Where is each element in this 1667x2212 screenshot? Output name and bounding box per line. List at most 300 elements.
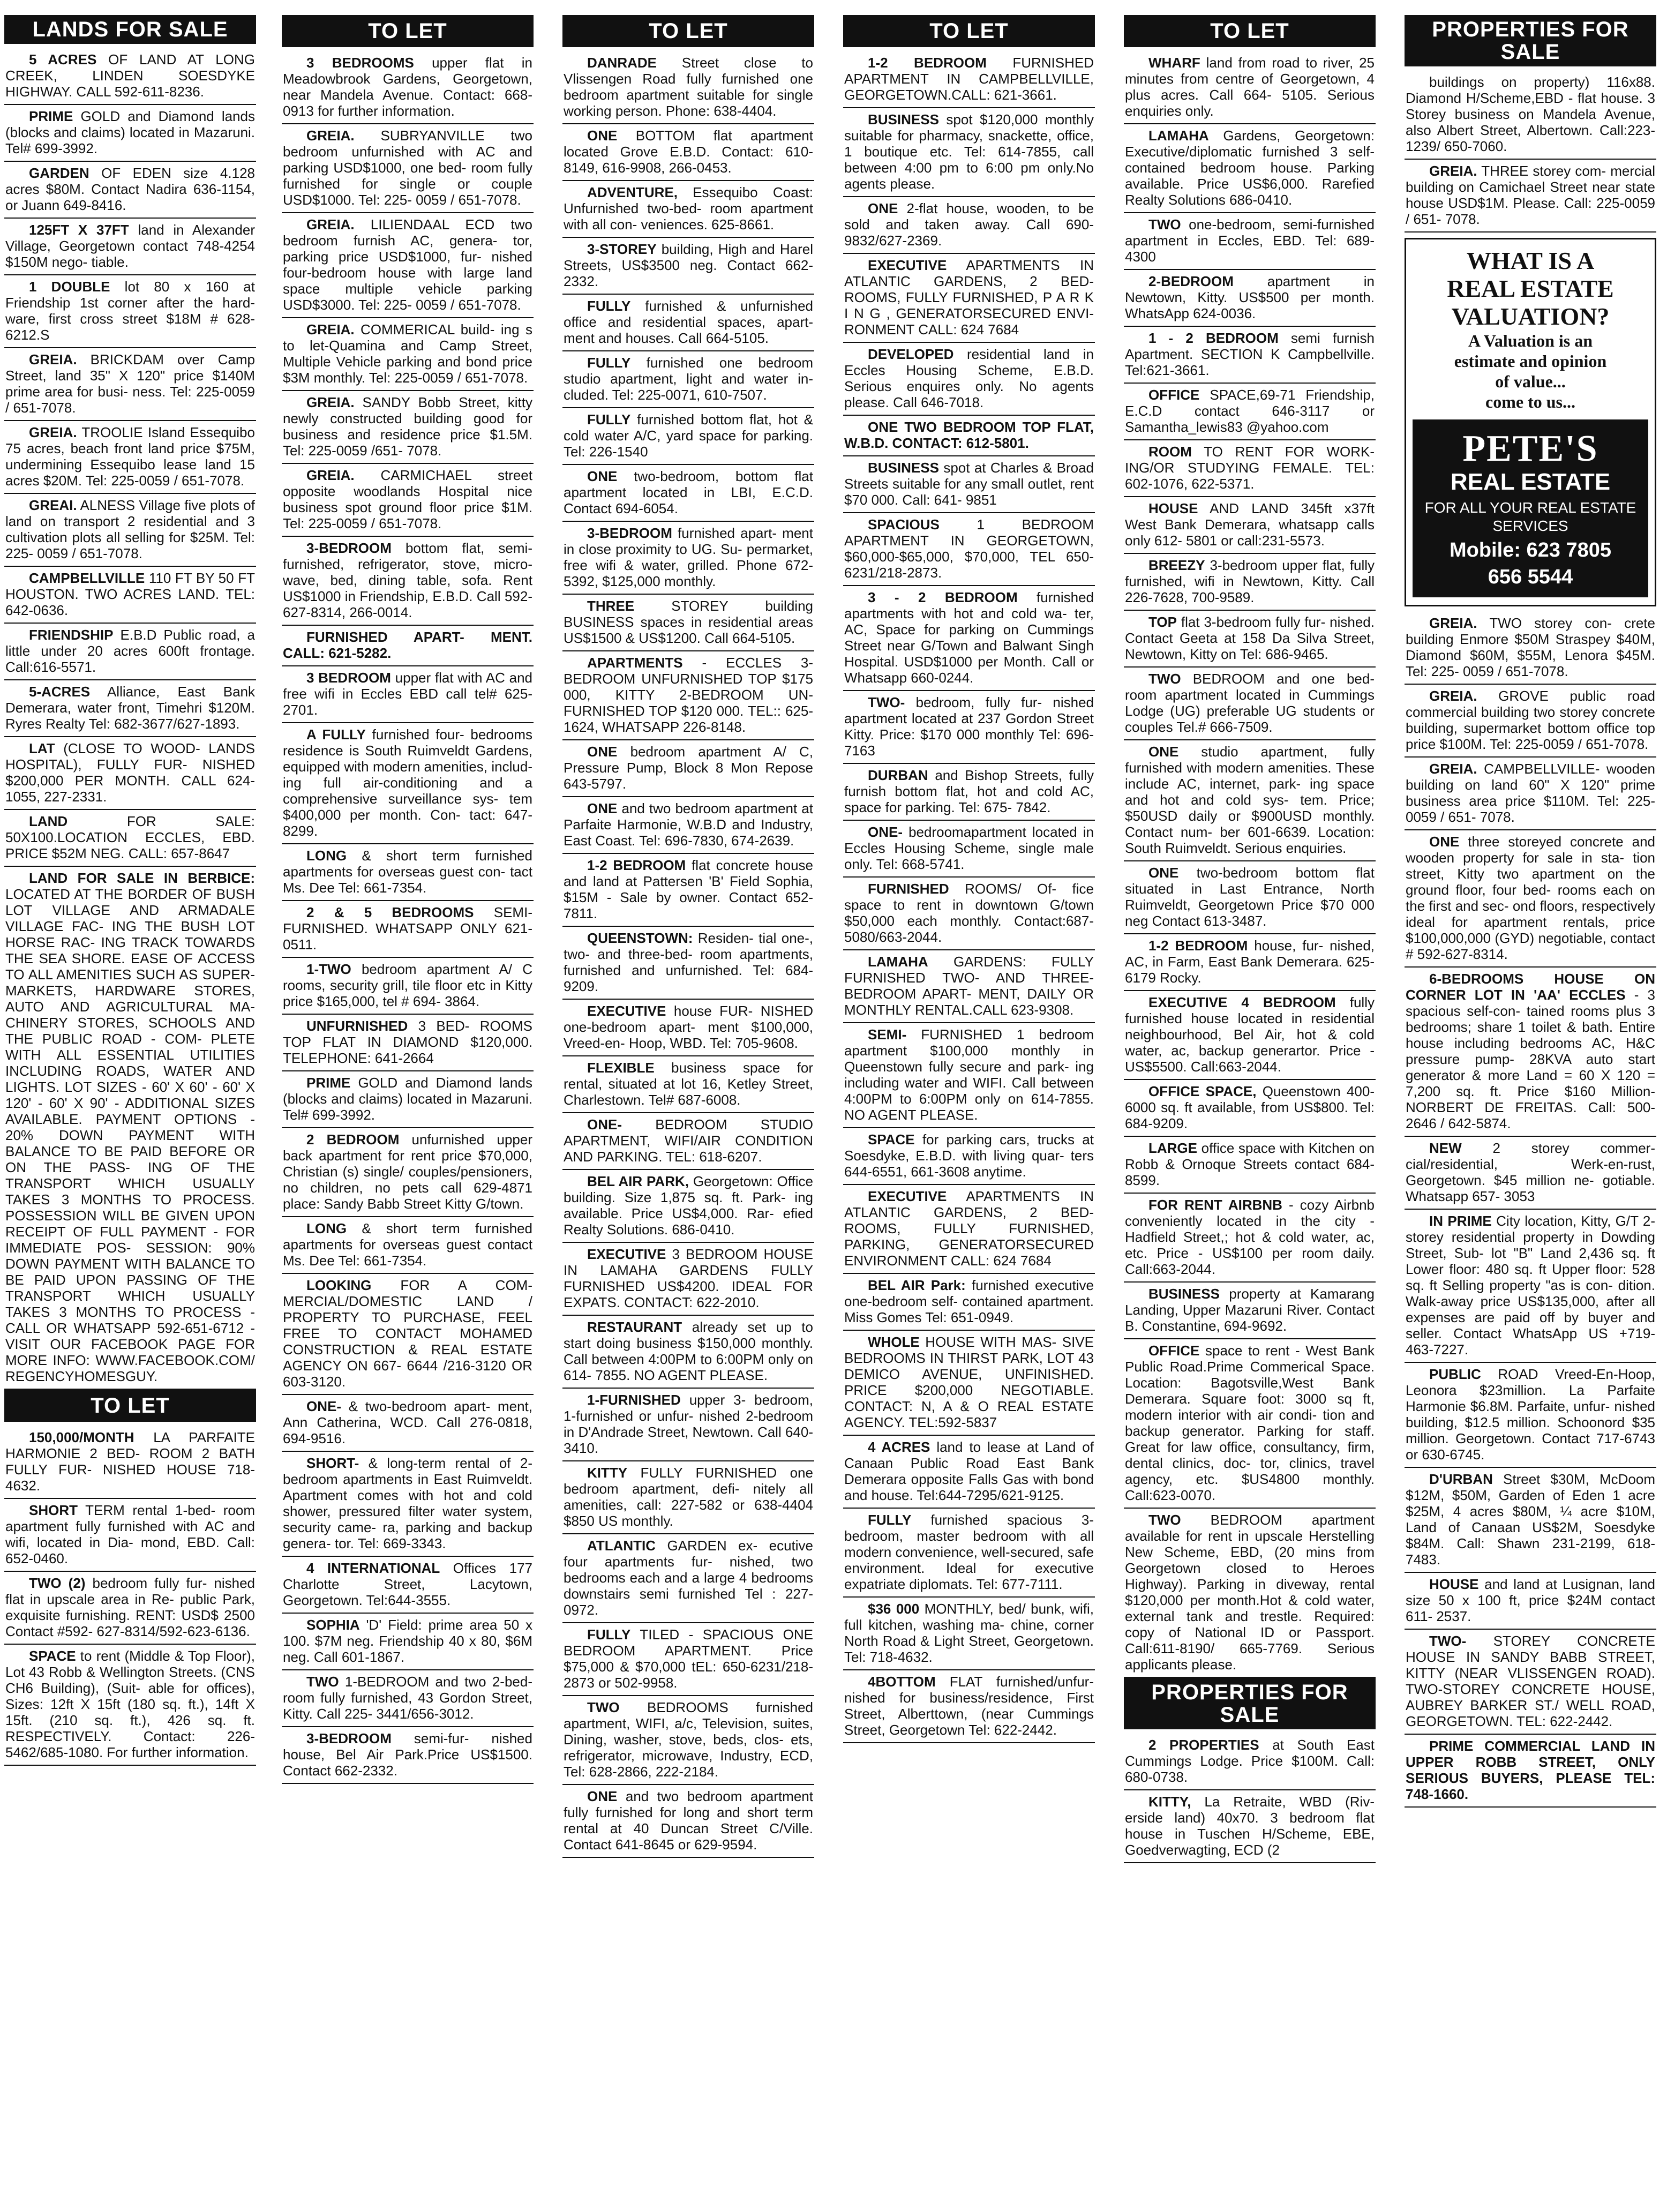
classified-ad bbox=[1124, 740, 1376, 861]
ad-lead: TWO bbox=[1148, 1512, 1181, 1528]
ad-lead: FULLY bbox=[868, 1512, 912, 1528]
column-2 bbox=[282, 15, 534, 2204]
ad-lead: FRIENDSHIP bbox=[29, 627, 114, 643]
ad-lead: SEMI- bbox=[868, 1026, 907, 1043]
classified-ad bbox=[282, 1015, 534, 1071]
ad-lead: 2-BEDROOM bbox=[1148, 273, 1234, 289]
ad-text: FURNISHED 1 bedroom apartment $100,000 monthly in Queenstown fully secure and park- ing including water and WIFI. Call between 4:00PM to 6:00PM only on 614-7855. NO AGENT PLEASE. bbox=[844, 1026, 1094, 1123]
ad-text: GARDENS: FULLY FURNISHED TWO- AND THREE-BEDROOM APART- MENT, DAILY OR MONTHLY RENTAL.CALL 623-9308. bbox=[844, 954, 1094, 1018]
ad-lead: 1-FURNISHED bbox=[587, 1392, 681, 1408]
classified-ad bbox=[282, 537, 534, 626]
ad-lead: GREIA. bbox=[306, 467, 355, 483]
ad-text: already set up to start doing business $150,000 monthly. Call between 4:00PM to 6:00PM only on 614- 7855. NO AGENT PLEASE. bbox=[564, 1319, 813, 1383]
classified-ad bbox=[843, 1331, 1095, 1436]
ad-text: HOUSE WITH MAS- SIVE BEDROOMS IN THIRST PARK, LOT 43 DEMICO AVENUE, UNFINISHED. PRICE $200,000 NEGOTIABLE. CONTACT: N, A & O REAL ESTATE AGENCY. TEL:592-5837 bbox=[844, 1334, 1094, 1430]
ad-text: & short term furnished apartments for overseas guest contact Ms. Dee Tel: 661-7354. bbox=[283, 1220, 532, 1269]
ad-text: TROOLIE Island Essequibo 75 acres, beach front land price $75M, undermining Essequibo lease land 15 acres $20M. Tel: 225-0059 / 651-7078. bbox=[5, 424, 255, 489]
ad-lead: ONE bbox=[868, 200, 898, 216]
ad-text: upper flat in Meadowbrook Gardens, Georgetown, near Mandela Avenue. Contact: 668-0913 for further information. bbox=[283, 55, 532, 119]
ad-text: fully furnished house located in residential neighbourhood, Bel Air, hot & cold water, ac, backup generartor. Price - US$5500. Call:663-2044. bbox=[1125, 994, 1375, 1075]
ad-lead: 3-BEDROOM bbox=[306, 540, 392, 556]
classified-ad bbox=[4, 1645, 256, 1766]
ad-lead: QUEENSTOWN: bbox=[587, 930, 693, 946]
ad-lead: 150,000/MONTH bbox=[29, 1429, 134, 1445]
ad-text: land in Alexander Village, Georgetown contact 748-4254 $150M nego- tiable. bbox=[5, 222, 255, 270]
classified-ad bbox=[562, 797, 814, 854]
ad-lead: SPACE bbox=[868, 1131, 915, 1148]
classified-ad bbox=[562, 1389, 814, 1461]
ad-lead: RESTAURANT bbox=[587, 1319, 682, 1335]
ad-text: apartment in Newtown, Kitty. US$500 per month. WhatsApp 624-0036. bbox=[1125, 273, 1375, 321]
ad-lead: FULLY bbox=[587, 355, 631, 371]
section-header: PROPERTIES FOR SALE bbox=[1405, 15, 1656, 66]
ad-lead: BEL AIR PARK, bbox=[587, 1173, 689, 1189]
classified-ad bbox=[282, 1670, 534, 1727]
classified-ad bbox=[1124, 327, 1376, 384]
ad-text: - 3 spacious self-con- tained rooms plus 3 bedrooms; share 1 toilet & bath. Entire house including bedrooms AC, H&C pressure pump- 28KVA auto start generator & more Land = 60 X 120 = 7,200 sq. ft. Price $160 Million- NORBERT DE FREITAS. Call: 500-2646 / 642-5874. bbox=[1406, 987, 1655, 1131]
logo-mobile2: 656 5544 bbox=[1488, 566, 1573, 588]
classified-ad bbox=[282, 626, 534, 666]
classified-ad bbox=[1124, 1509, 1376, 1678]
ad-text: semi furnish Apartment. SECTION K Campbellville. Tel:621-3661. bbox=[1125, 330, 1375, 378]
ad-text: BOTTOM flat apartment located Grove E.B.D. Contact: 610- 8149, 616-9908, 266-0453. bbox=[564, 128, 813, 176]
classified-ad bbox=[4, 867, 256, 1390]
ad-text: & short term furnished apartments for overseas guest con- tact Ms. Dee Tel: 661-7354. bbox=[283, 848, 532, 896]
ad-text: 3 BED- ROOMS TOP FLAT IN DIAMOND $120,000. TELEPHONE: 641-2664 bbox=[283, 1018, 532, 1066]
ad-text: MONTHLY, bed/ bunk, wifi, full kitchen, washing ma- chine, corner North Road & Light Street, Georgetown. Tel: 718-4632. bbox=[844, 1601, 1094, 1665]
ad-text: bedroomapartment located in Eccles Housing Scheme, single male only. Tel: 668-5741. bbox=[844, 824, 1094, 872]
ad-lead: ONE bbox=[587, 128, 618, 144]
ad-text: STOREY building BUSINESS spaces in residential areas US$1500 & US$1200. Call 664-5105. bbox=[564, 598, 813, 646]
classified-ad bbox=[562, 51, 814, 124]
ad-lead: PRIME COMMERCIAL LAND IN UPPER ROBB STREET, ONLY SERIOUS BUYERS, PLEASE TEL: 748-1660. bbox=[1406, 1738, 1655, 1802]
classified-ad bbox=[843, 108, 1095, 197]
ad-lead: ATLANTIC bbox=[587, 1538, 656, 1554]
classified-ad bbox=[562, 1623, 814, 1696]
classified-ad bbox=[1124, 124, 1376, 213]
ad-lead: SOPHIA bbox=[306, 1617, 360, 1633]
ad-lead: EXECUTIVE bbox=[587, 1003, 666, 1019]
ad-lead: SPACIOUS bbox=[868, 516, 940, 533]
ad-lead: 3-BEDROOM bbox=[306, 1730, 392, 1746]
classified-ad bbox=[4, 737, 256, 810]
ad-text: CAMPBELLVILLE- wooden building on land 60" X 120" prime business area price $110M. Tel: 225-0059 / 651- 7078. bbox=[1406, 761, 1655, 825]
section-header: TO LET bbox=[282, 15, 534, 47]
ad-lead: LARGE bbox=[1148, 1140, 1197, 1156]
classified-ad bbox=[1405, 1210, 1656, 1363]
classified-ad bbox=[4, 680, 256, 737]
ad-text: bedroom apartment A/ C, Pressure Pump, Block 8 Mon Repose 643-5797. bbox=[564, 744, 813, 792]
classified-ad bbox=[843, 1185, 1095, 1274]
classified-ad bbox=[282, 1128, 534, 1217]
ad-lead: TWO bbox=[1148, 216, 1181, 233]
classified-ad bbox=[1405, 758, 1656, 830]
ad-lead: 1-2 BEDROOM bbox=[868, 55, 987, 71]
classified-ad bbox=[562, 1243, 814, 1316]
ad-text: 110 FT BY 50 FT HOUSTON. TWO ACRES LAND. TEL: 642-0636. bbox=[5, 570, 255, 618]
classified-ad bbox=[1124, 440, 1376, 497]
ad-lead: GREIA. bbox=[29, 351, 77, 368]
ad-text: furnished & unfurnished office and residential spaces, apart- ment and houses. Call 664-5105. bbox=[564, 298, 813, 346]
promo-line: come to us... bbox=[1485, 392, 1575, 411]
ad-lead: ONE TWO BEDROOM TOP FLAT, W.B.D. CONTACT: 612-5801. bbox=[844, 419, 1094, 451]
classified-ad bbox=[282, 723, 534, 844]
ad-lead: ONE bbox=[587, 468, 618, 484]
ad-lead: GARDEN bbox=[29, 165, 89, 181]
classified-ad bbox=[4, 1499, 256, 1572]
ad-lead: TWO- bbox=[1429, 1633, 1467, 1649]
ad-text: space to rent - West Bank Public Road.Prime Commerical Space. Location: Bagotsville,West Bank Demerara. Square foot: 3000 sq ft, modern interior with air condi- tion and backup generator. Parking for staff. Great for law office, consultancy, firm, dental clinics, doc- tor, clinics, travel agency, etc. $US4800 monthly. Call:623-0070. bbox=[1125, 1343, 1375, 1503]
classified-ad bbox=[562, 740, 814, 797]
ad-text: one-bedroom, semi-furnished apartment in Eccles, EBD. Tel: 689-4300 bbox=[1125, 216, 1375, 265]
ad-lead: GREIA. bbox=[1429, 688, 1477, 704]
classified-ad bbox=[4, 494, 256, 567]
classified-ad bbox=[1124, 51, 1376, 124]
ad-text: lot 80 x 160 at Friendship 1st corner after the hard- ware, first cross street $18M # 628- 6212.S bbox=[5, 279, 255, 343]
promo-line: VALUATION? bbox=[1451, 303, 1610, 330]
ad-text: and two bedroom apartment at Parfaite Harmonie, W.B.D and Industry, East Coast. Tel: 696-7830, 674-2639. bbox=[564, 800, 813, 849]
ad-text: SANDY Bobb Street, kitty newly constructed building good for business and residence price $1.5M. Tel: 225-0059 /651- 7078. bbox=[283, 394, 532, 459]
classified-ad bbox=[1405, 830, 1656, 968]
ad-lead: TWO bbox=[1148, 671, 1181, 687]
classified-ad bbox=[1124, 1137, 1376, 1194]
ad-text: furnished bottom flat, hot & cold water A/C, yard space for parking. Tel: 226-1540 bbox=[564, 411, 813, 460]
ad-lead: ONE bbox=[1429, 834, 1460, 850]
ad-text: E.B.D Public road, a little under 20 acres 600ft frontage. Call:616-5571. bbox=[5, 627, 255, 675]
classified-ad bbox=[843, 764, 1095, 821]
ad-lead: GREIA. bbox=[306, 394, 355, 410]
classified-ad bbox=[562, 124, 814, 181]
classified-ad bbox=[843, 513, 1095, 586]
ad-lead: LAND FOR SALE IN BERBICE: bbox=[29, 870, 255, 886]
column-3 bbox=[562, 15, 814, 2204]
classified-ad bbox=[1405, 1735, 1656, 1808]
ad-text: house FUR- NISHED one-bedroom apart- ment $100,000, Vreed-en- Hoop, WBD. Tel: 705-9608. bbox=[564, 1003, 813, 1051]
classified-ad bbox=[282, 1452, 534, 1557]
ad-lead: SPACE bbox=[29, 1648, 76, 1664]
ad-lead: A FULLY bbox=[306, 726, 366, 743]
classified-ad bbox=[282, 1217, 534, 1274]
ad-lead: FURNISHED bbox=[868, 881, 949, 897]
ad-lead: 5-ACRES bbox=[29, 684, 91, 700]
section-header: TO LET bbox=[843, 15, 1095, 47]
ad-lead: EXECUTIVE bbox=[587, 1246, 666, 1262]
ad-lead: 4BOTTOM bbox=[868, 1674, 936, 1690]
logo-mobile: Mobile: 623 7805 bbox=[1449, 539, 1612, 561]
ad-text: Residen- tial one-, two- and three-bed- room apartments, furnished and unfurnished. Tel: 684-9209. bbox=[564, 930, 813, 994]
ad-lead: GREIA. bbox=[306, 321, 355, 338]
ad-text: FULLY FURNISHED one bedroom apartment, defi- nitely all amenities, call: 227-582 or 638-4404 $850 US monthly. bbox=[564, 1465, 813, 1529]
classified-ad bbox=[843, 1598, 1095, 1670]
classified-ad bbox=[1124, 934, 1376, 991]
ad-lead: LAMAHA bbox=[868, 954, 928, 970]
ad-text: spot $120,000 monthly suitable for pharmacy, snackette, office, 1 boutique etc. Tel: 614-7855, call between 4:00 pm to 6:00 pm only.No agents please. bbox=[844, 111, 1094, 192]
classified-ad bbox=[843, 254, 1095, 343]
ad-lead: LAMAHA bbox=[1148, 128, 1209, 144]
ad-lead: EXECUTIVE 4 BEDROOM bbox=[1148, 994, 1336, 1010]
classified-ad bbox=[1124, 384, 1376, 440]
section-header: PROPERTIES FOR SALE bbox=[1124, 1678, 1376, 1729]
ad-text: GARDEN ex- ecutive four apartments fur- nished, two bedrooms each and a large 4 bedrooms downstairs semi furnished Tel : 227-0972. bbox=[564, 1538, 813, 1618]
classified-ad bbox=[1124, 554, 1376, 611]
ad-text: ALNESS Village five plots of land on transport 2 residential and 3 cultivation plots all selling for $25M. Tel: 225- 0059 / 651-7078. bbox=[5, 497, 255, 561]
classified-ad bbox=[1405, 71, 1656, 160]
ad-text: (CLOSE TO WOOD- LANDS HOSPITAL), FULLY FUR- NISHED $200,000 PER MONTH. CALL 624-1055, 227-2331. bbox=[5, 740, 255, 805]
ad-text: - cozy Airbnb conveniently located in the city - Hadfield Street,; hot & cold water, ac, etc. Price - US$100 per room daily. Call:663-2044. bbox=[1125, 1197, 1375, 1277]
classified-ad bbox=[1124, 1194, 1376, 1283]
ad-lead: FLEXIBLE bbox=[587, 1060, 655, 1076]
ad-lead: DANRADE bbox=[587, 55, 657, 71]
ad-lead: GREIA. bbox=[29, 424, 77, 440]
ad-text: three storeyed concrete and wooden property for sale in sta- tion street, Kitty two apartment on the ground floor, four bed- rooms each on the first and sec- ond floors, respectively ideal for apartment rentals, price $100,000,000 (GYD) negotiable, contact # 592-627-8314. bbox=[1406, 834, 1655, 962]
ad-lead: DEVELOPED bbox=[868, 346, 954, 362]
ad-lead: THREE bbox=[587, 598, 635, 614]
classified-ad bbox=[282, 318, 534, 391]
ad-text: THREE storey com- mercial building on Camichael Street near state house USD$1M. Please. Call: 225-0059 / 651- 7078. bbox=[1406, 163, 1655, 227]
ad-lead: ONE- bbox=[587, 1116, 622, 1133]
ad-text: - ECCLES 3- BEDROOM UNFURNISHED TOP $175 000, KITTY 2-BEDROOM UN- FURNISHED TOP $120 000. TEL:: 625-1624, WHATSAPP 226-8148. bbox=[564, 655, 813, 735]
ad-lead: BUSINESS bbox=[868, 111, 939, 128]
ad-text: at South East Cummings Lodge. Price $100M. Call: 680-0738. bbox=[1125, 1737, 1375, 1785]
ad-text: flat concrete house and land at Pattersen 'B' Field Sophia, $15M - Sale by owner. Contact 652-7811. bbox=[564, 857, 813, 921]
classified-ad bbox=[843, 878, 1095, 950]
ad-text: FURNISHED APARTMENT IN CAMPBELLVILLE, GEORGETOWN.CALL: 621-3661. bbox=[844, 55, 1094, 103]
ad-text: STOREY CONCRETE HOUSE IN SANDY BABB STREET, KITTY (NEAR VLISSENGEN ROAD). TWO-STOREY CONCRETE HOUSE, AUBREY BARKER ST./ WELL ROAD, GEORGETOWN. TEL: 622-2442. bbox=[1406, 1633, 1655, 1729]
ad-lead: 3-STOREY bbox=[587, 241, 657, 257]
ad-lead: GREIA. bbox=[1429, 761, 1477, 777]
ad-text: furnished one bedroom studio apartment, light and water in- cluded. Tel: 225-0071, 610-7507. bbox=[564, 355, 813, 403]
classified-ad bbox=[282, 1614, 534, 1670]
classified-ad bbox=[282, 901, 534, 958]
ad-text: furnished spacious 3-bedroom, master bedroom with all modern convenience, well-secured, safe environment. Ideal for executive expatriate diplomats. Tel: 677-7111. bbox=[844, 1512, 1094, 1592]
classified-ad bbox=[843, 343, 1095, 416]
classified-ad bbox=[843, 950, 1095, 1023]
ad-lead: BEL AIR Park: bbox=[868, 1277, 966, 1293]
ad-text: LA PARFAITE HARMONIE 2 BED- ROOM 2 BATH FULLY FUR- NISHED HOUSE 718-4632. bbox=[5, 1429, 255, 1494]
ad-text: house, fur- nished, AC, in Farm, East Bank Demerara. 625-6179 Rocky. bbox=[1125, 938, 1375, 986]
classified-ad bbox=[562, 1785, 814, 1858]
classified-ad bbox=[843, 1670, 1095, 1743]
ad-text: unfurnished upper back apartment for rent price $70,000, Christian (s) single/ couples/pensioners, no children, no pets call 629-4871 place: Sandy Babb Street Kitty G/town. bbox=[283, 1131, 532, 1212]
ad-lead: BUSINESS bbox=[868, 460, 939, 476]
classified-ad bbox=[843, 1274, 1095, 1331]
ad-text: 2-flat house, wooden, to be sold and taken away. Call 690-9832/627-2369. bbox=[844, 200, 1094, 249]
classified-ad bbox=[1405, 160, 1656, 233]
ad-text: bedroom fully fur- nished flat in upscale area in Re- public Park, exquisite furnishing. RENT: USD$ 2500 Contact #592- 627-8314/592-623-6136. bbox=[5, 1575, 256, 1639]
ad-lead: ONE bbox=[587, 800, 618, 816]
classified-ad bbox=[4, 567, 256, 624]
ad-text: City location, Kitty, G/T 2-storey residential property in Dowding Street, Sub- lot "B" Land 2,436 sq. ft Lower floor: 480 sq. ft Upper floor: 528 sq. ft Selling property "as is con- dition. Walk-away price US$135,000, after all expenses are paid off by buyer and seller. Contact WhatsApp US +719- 463-7227. bbox=[1406, 1213, 1655, 1358]
ad-lead: 1 - 2 BEDROOM bbox=[1148, 330, 1279, 346]
ad-lead: PRIME bbox=[306, 1075, 351, 1091]
ad-text: upper 3- bedroom, 1-furnished or unfur- nished 2-bedroom in D'Andrade Street, Newtown. Call 640-3410. bbox=[564, 1392, 813, 1456]
ad-lead: ONE- bbox=[306, 1398, 341, 1414]
ad-lead: KITTY, bbox=[1148, 1794, 1191, 1810]
classified-ad bbox=[562, 595, 814, 651]
ad-text: GOLD and Diamond lands (blocks and claims) located in Mazaruni. Tel# 699-3992. bbox=[5, 108, 255, 156]
ad-text: and land at Lusignan, land size 50 x 100 ft, price $24M contact 611- 2537. bbox=[1406, 1576, 1655, 1624]
ad-text: APARTMENTS IN ATLANTIC GARDENS, 2 BED- ROOMS, FULLY FURNISHED, PARKING, GENERATORSECURED ENVIRONMENT CALL: 624 7684 bbox=[844, 1188, 1094, 1269]
ad-lead: SHORT- bbox=[306, 1455, 359, 1471]
ad-lead: TWO bbox=[587, 1699, 620, 1715]
section-header: LANDS FOR SALE bbox=[4, 15, 256, 44]
ad-text: SPACE,69-71 Friendship, E.C.D contact 646-3117 or Samantha_lewis83 @yahoo.com bbox=[1125, 387, 1375, 435]
classified-ad bbox=[1124, 1790, 1376, 1863]
classified-ad bbox=[4, 421, 256, 494]
ad-text: GROVE public road commercial building two storey concrete building, supermarket bottom office top price $100M. Tel: 225-0059 / 651-7078. bbox=[1406, 688, 1655, 752]
ad-text: OF LAND AT LONG CREEK, LINDEN SOESDYKE HIGHWAY. CALL 592-611-8236. bbox=[5, 51, 255, 100]
ad-lead: OFFICE bbox=[1148, 1343, 1200, 1359]
ad-text: office space with Kitchen on Robb & Ornoque Streets contact 684-8599. bbox=[1125, 1140, 1375, 1188]
ad-lead: WHARF bbox=[1148, 55, 1200, 71]
promo-line: REAL ESTATE bbox=[1447, 275, 1614, 302]
classified-ad bbox=[1405, 968, 1656, 1137]
ad-text: flat 3-bedroom fully fur- nished. Contact Geeta at 158 Da Silva Street, Newtown, Kitty on Tel: 686-9465. bbox=[1125, 614, 1375, 662]
classified-ad bbox=[4, 275, 256, 348]
classified-ad bbox=[4, 624, 256, 680]
ad-lead: D'URBAN bbox=[1429, 1471, 1493, 1487]
ad-text: & two-bedroom apart- ment, Ann Catherina, WCD. Call 276-0818, 694-9516. bbox=[283, 1398, 532, 1446]
ad-lead: GREAI. bbox=[29, 497, 77, 513]
classified-ad bbox=[562, 1696, 814, 1785]
ad-text: Gardens, Georgetown: Executive/diplomatic furnished 3 self- contained bedroom house. Parking available. Price US$6,000. Rarefied Realty Solutions 686-0410. bbox=[1125, 128, 1375, 208]
ad-lead: EXECUTIVE bbox=[868, 257, 947, 273]
ad-text: semi-fur- nished house, Bel Air Park.Price US$1500. Contact 662-2332. bbox=[283, 1730, 532, 1779]
ad-lead: 2 & 5 BEDROOMS bbox=[306, 904, 474, 920]
ad-lead: OFFICE bbox=[1148, 387, 1200, 403]
ad-text: BEDROOM and one bed- room apartment located in Cummings Lodge (UG) preferable UG students or couples Tel.# 666-7509. bbox=[1125, 671, 1375, 735]
classified-ad bbox=[4, 348, 256, 421]
classified-ad bbox=[843, 1128, 1095, 1185]
logo-tag: FOR ALL YOUR REAL ESTATE SERVICES bbox=[1424, 499, 1636, 534]
ad-text: TILED - SPACIOUS ONE BEDROOM APARTMENT. Price $75,000 & $70,000 tEL: 650-6231/218-2873 or 502-9958. bbox=[564, 1626, 813, 1691]
ad-text: BEDROOM apartment available for rent in upscale Herstelling New Scheme, EBD, (20 mins from Georgetown closed to Heroes Highway). Parking in diveway, rental $120,000 per month.Hot & cold water, external tank and trestle. Required: copy of National ID or Passport. Call:611-8190/ 665-7769. Serious applicants please. bbox=[1125, 1512, 1375, 1673]
classified-ad bbox=[282, 213, 534, 318]
classified-ad bbox=[562, 1000, 814, 1056]
section-header: TO LET bbox=[562, 15, 814, 47]
ad-lead: 1 DOUBLE bbox=[29, 279, 110, 295]
classified-ad bbox=[843, 1023, 1095, 1128]
ad-lead: BREEZY bbox=[1148, 557, 1205, 573]
ad-text: Street close to Vlissengen Road fully furnished one bedroom apartment suitable for single working person. Phone: 638-4404. bbox=[564, 55, 813, 119]
ad-lead: ONE bbox=[1148, 744, 1179, 760]
ad-lead: APARTMENTS bbox=[587, 655, 683, 671]
ad-text: 1-BEDROOM and two 2-bed- room fully furnished, 43 Gordon Street, Kitty. Call 225- 3441/656-3012. bbox=[283, 1674, 532, 1722]
ad-text: buildings on property) 116x88. Diamond H/Scheme,EBD - flat house. 3 Storey business on Mandela Avenue, also Albert Street, Albertown. Call:223-1239/ 650-7060. bbox=[1406, 74, 1655, 154]
ad-text: residential land in Eccles Housing Scheme, E.B.D. Serious enquires only. No agents please. Call 646-7018. bbox=[844, 346, 1094, 410]
ad-lead: TWO- bbox=[868, 694, 905, 710]
ad-text: FLAT furnished/unfur- nished for business/residence, First Street, Alberttown, (near Cummings Street, Georgetown Tel: 622-2442. bbox=[844, 1674, 1094, 1738]
ad-lead: TWO bbox=[306, 1674, 339, 1690]
ad-text: BEDROOM STUDIO APARTMENT, WIFI/AIR CONDITION AND PARKING. TEL: 618-6207. bbox=[564, 1116, 813, 1165]
classified-ad bbox=[562, 1461, 814, 1534]
ad-lead: 4 ACRES bbox=[868, 1439, 930, 1455]
classified-ad bbox=[1405, 1630, 1656, 1735]
ad-text: furnished apartments with hot and cold wa- ter, AC, Space for parking on Cummings Street near G/Town and Balwant Singh Hospital. USD$1000 per Month. Call or Whatsapp 660-0244. bbox=[844, 589, 1094, 686]
ad-lead: 3-BEDROOM bbox=[587, 525, 672, 541]
classified-ad bbox=[562, 651, 814, 740]
ad-text: and Bishop Streets, fully furnish bottom flat, hot and cold AC, space for parking. Tel: 675- 7842. bbox=[844, 767, 1094, 815]
promo-line: of value... bbox=[1495, 372, 1566, 391]
ad-text: 1 BEDROOM APARTMENT IN GEORGETOWN, $60,000-$65,000, $70,000, TEL 650-6231/218-2873. bbox=[844, 516, 1094, 581]
ad-lead: PRIME bbox=[29, 108, 73, 124]
ad-text: Street $30M, McDoom $12M, $50M, Garden of Eden 1 acre $25M, 4 acres $80M, ¼ acre $10M, Land of Canaan US$2M, Soesdyke $84M. Call: Shawn 231-2199, 618-7483. bbox=[1406, 1471, 1655, 1568]
classified-ad bbox=[1124, 991, 1376, 1080]
classified-ad bbox=[282, 958, 534, 1015]
ad-text: Essequibo Coast: Unfurnished two-bed- room apartment with all con- veniences. 625-8661. bbox=[564, 184, 813, 233]
classified-ad bbox=[1124, 611, 1376, 668]
classified-ad bbox=[1124, 1339, 1376, 1509]
classified-ad bbox=[562, 465, 814, 522]
ad-text: & long-term rental of 2-bedroom apartments in East Ruimveldt. Apartment comes with hot and cold shower, pressured filter water system, security came- ra, parking and backup genera- tor. Tel: 669-3343. bbox=[283, 1455, 532, 1551]
ad-text: LOCATED AT THE BORDER OF BUSH LOT VILLAGE AND ARMADALE VILLAGE FAC- ING THE BUSH LOT HORSE RAC- ING TRACK TOWARDS THE SEA SHORE. EASE OF ACCESS TO ALL AMENITIES SUCH AS SUPER- MARKETS, HARDWARE STORES, AUTO AND AGRICULTURAL MA- CHINERY STORES, SCHOOLS AND THE PUBLIC ROAD - COM- PLETE WITH ALL ESSENTIAL UTILITIES INCLUDING ROADS, WATER AND LIGHTS. LOT SIZES - 60' X 60' - 60' X 120' - 60' X 90' - ADDITIONAL SIZES AVAILABLE. PAYMENT OPTIONS - 20% DOWN PAYMENT WITH BALANCE TO BE PAID BEFORE OR ON THE PASS- ING OF THE TRANSPORT WHICH USUALLY TAKES 3 MONTHS TO PROCESS. POSSESSION WILL BE GIVEN UPON RECEIPT OF FULL PAYMENT - FOR IMMEDIATE POS- SESSION: 90% DOWN PAYMENT WITH BALANCE TO BE PAID UPON PASSING OF THE TRANSPORT WHICH USUALLY TAKES 3 MONTHS TO PROCESS - CALL OR WHATSAPP 592-651-6712 - VISIT OUR FACEBOOK PAGE FOR MORE INFO: WWW.FACEBOOK.COM/ REGENCYHOMESGUY. bbox=[5, 886, 255, 1384]
ad-lead: LONG bbox=[306, 848, 347, 864]
ad-lead: 1-TWO bbox=[306, 961, 351, 977]
ad-lead: FULLY bbox=[587, 298, 631, 314]
classified-ad bbox=[4, 219, 256, 275]
logo-name2: REAL ESTATE bbox=[1450, 469, 1611, 495]
ad-text: upper flat with AC and free wifi in Eccles EBD call tel# 625-2701. bbox=[283, 670, 532, 718]
ad-text: Offices 177 Charlotte Street, Lacytown, Georgetown. Tel:644-3555. bbox=[283, 1560, 532, 1608]
ad-text: OF EDEN size 4.128 acres $80M. Contact Nadira 636-1154, or Juann 649-8416. bbox=[5, 165, 255, 213]
ad-lead: UNFURNISHED bbox=[306, 1018, 408, 1034]
classified-ad bbox=[562, 238, 814, 295]
ad-text: FOR A COM- MERCIAL/DOMESTIC LAND / PROPERTY TO PURCHASE, FEEL FREE TO CONTACT MOHAMED CONSTRUCTION & REAL ESTATE AGENCY ON 667- 6644 /216-3120 OR 603-3120. bbox=[283, 1277, 532, 1390]
classified-ad bbox=[562, 295, 814, 351]
ad-text: TO RENT FOR WORK- ING/OR STUDYING FEMALE. TEL: 602-1076, 622-5371. bbox=[1125, 444, 1375, 492]
ad-text: studio apartment, fully furnished with modern amenities. These include AC, internet, park- ing space and hot and cold sys- tem. Price; $50USD daily or $900USD monthly. Contact num- ber 601-6639. Location: South Ruimveldt. Serious enquiries. bbox=[1125, 744, 1375, 856]
ad-text: SUBRYANVILLE two bedroom unfurnished with AC and parking USD$1000, one bed- room fully furnished for single or couple USD$1000. Tel: 225- 0059 / 651-7078. bbox=[283, 128, 532, 208]
ad-lead: LAT bbox=[29, 740, 55, 756]
ad-lead: LONG bbox=[306, 1220, 347, 1236]
ad-lead: 2 PROPERTIES bbox=[1148, 1737, 1259, 1753]
ad-text: CARMICHAEL street opposite woodlands Hospital nice business spot ground floor price $1M. Tel: 225-0059 / 651-7078. bbox=[283, 467, 532, 531]
ad-lead: FURNISHED APART- MENT. CALL: 621-5282. bbox=[283, 629, 532, 661]
classified-ad bbox=[282, 666, 534, 723]
ad-text: LILIENDAAL ECD two bedroom furnish AC, genera- tor, parking price USD$1000, fur- nished four-bedroom house with large land space multiple vehicle parking USD$3000. Tel: 225- 0059 / 651-7078. bbox=[283, 216, 532, 313]
classified-ad bbox=[282, 391, 534, 464]
ad-lead: DURBAN bbox=[868, 767, 928, 783]
classified-ad bbox=[4, 105, 256, 162]
classified-ad bbox=[562, 927, 814, 1000]
classified-ad bbox=[1124, 861, 1376, 934]
ad-lead: ONE bbox=[587, 744, 618, 760]
ad-text: for parking cars, trucks at Soesdyke, E.B.D. with living quar- ters 644-6551, 661-3608 anytime. bbox=[844, 1131, 1094, 1180]
real-estate-promo bbox=[1405, 238, 1656, 606]
classified-ad bbox=[562, 1534, 814, 1623]
ad-text: Georgetown: Office building. Size 1,875 sq. ft. Park- ing available. Price US$4,000. Rar- efied Realty Solutions. 686-0410. bbox=[564, 1173, 813, 1238]
ad-lead: LAND bbox=[29, 813, 68, 829]
classified-ad bbox=[1405, 1137, 1656, 1210]
petes-real-estate-logo bbox=[1413, 419, 1648, 597]
classified-ad bbox=[4, 810, 256, 867]
ad-text: bedroom, fully fur- nished apartment located at 237 Gordon Street Kitty. Price: $170 000 monthly Tel: 696- 7163 bbox=[844, 694, 1094, 759]
ad-text: SEMI- FURNISHED. WHATSAPP ONLY 621-0511. bbox=[283, 904, 532, 953]
ad-text: 'D' Field: prime area 50 x 100. $7M neg. Friendship 40 x 80, $6M neg. Call 601-1867. bbox=[283, 1617, 532, 1665]
classified-ad bbox=[1124, 668, 1376, 740]
classified-ad bbox=[562, 181, 814, 238]
section-header: TO LET bbox=[1124, 15, 1376, 47]
classified-ad bbox=[282, 1071, 534, 1128]
classified-ad bbox=[282, 1274, 534, 1395]
ad-lead: TWO (2) bbox=[29, 1575, 86, 1591]
classified-ad bbox=[1124, 1080, 1376, 1137]
ad-text: two-bedroom bottom flat situated in Last Entrance, North Ruimveldt, Georgetown Price $70 000 neg Contact 613-3487. bbox=[1125, 865, 1375, 929]
ad-text: furnished four- bedrooms residence is South Ruimveldt Gardens, equipped with modern amenities, includ- ing full air-conditioning and a comprehensive surveillance sys- tem $400,000 per month. Con- tact: 647-8299. bbox=[283, 726, 533, 839]
ad-lead: 125FT X 37FT bbox=[29, 222, 129, 238]
logo-name: PETE'S bbox=[1462, 428, 1598, 469]
ad-lead: WHOLE bbox=[868, 1334, 920, 1350]
